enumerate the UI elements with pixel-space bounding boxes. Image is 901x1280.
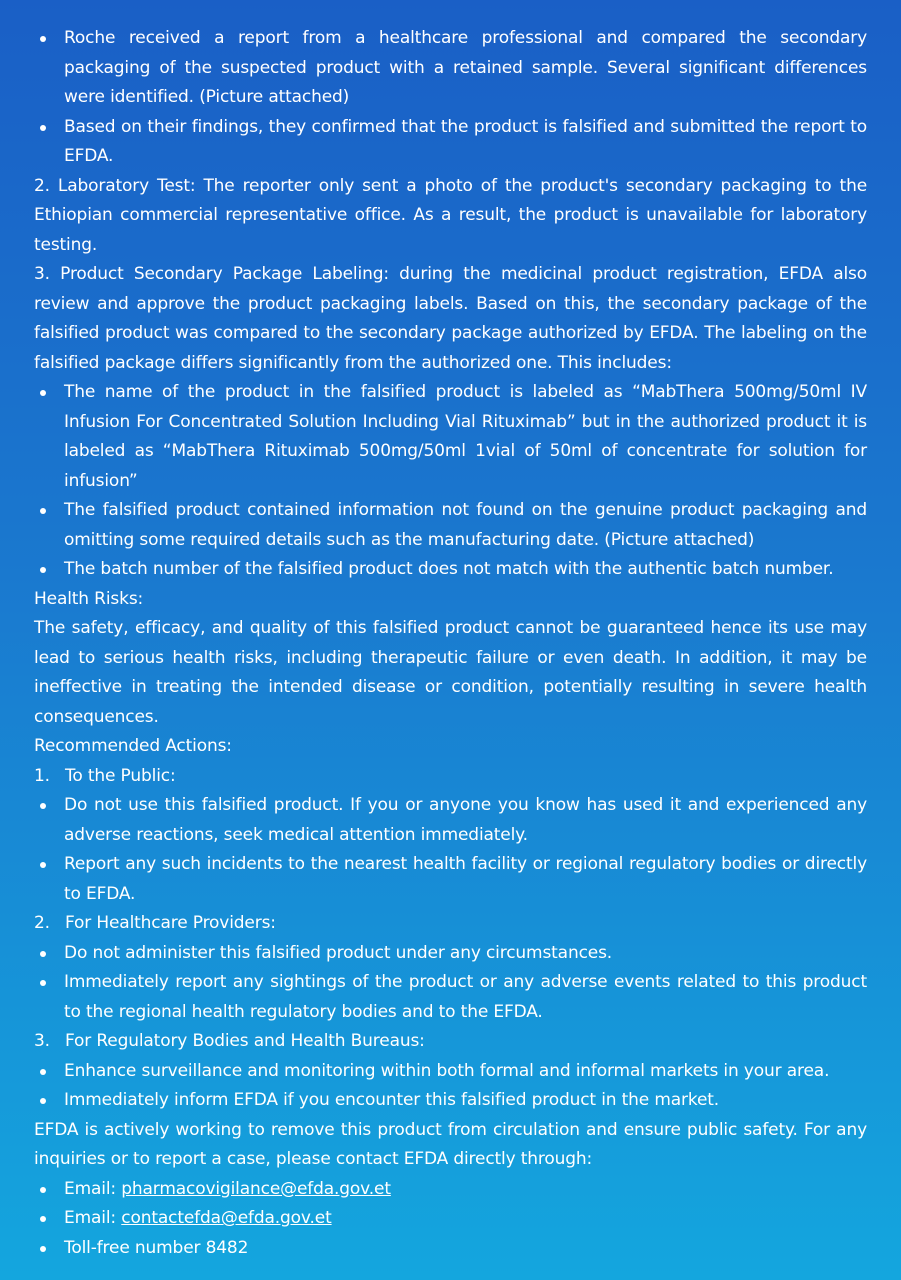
contact-email-item [34, 1175, 867, 1205]
closing-paragraph: EFDA is actively working to remove this product from circulation and ensure public safety. For any inquiries or to report a case, please contact EFDA directly through: [34, 1119, 867, 1169]
action-regulators-list [34, 1057, 867, 1116]
toll-free-item: Toll-free number 8482 [34, 1234, 867, 1264]
action-number: 3. [34, 1031, 50, 1051]
action-providers-list [34, 939, 867, 1028]
action-title: For Healthcare Providers: [65, 913, 276, 933]
email-label: Email: [64, 1178, 116, 1199]
list-item: Report any such incidents to the nearest health facility or regional regulatory bodies or directly to EFDA. [34, 850, 867, 909]
action-title: To the Public: [65, 765, 176, 786]
labeling-differences-list [34, 378, 867, 585]
list-item: Immediately inform EFDA if you encounter this falsified product in the market. [34, 1086, 867, 1116]
health-risks-heading: Health Risks: [34, 588, 144, 609]
laboratory-test-paragraph: 2. Laboratory Test: The reporter only sent a photo of the product's secondary packaging to the Ethiopian commercial representative office. As a result, the product is unavailable for laboratory testing. [34, 175, 867, 255]
action-providers-heading [34, 909, 867, 939]
action-number: 1. [34, 765, 50, 786]
action-number: 2. [34, 913, 50, 933]
list-item: Immediately report any sightings of the product or any adverse events related to this product to the regional health regulatory bodies and to the EFDA. [34, 968, 867, 1027]
action-title: For Regulatory Bodies and Health Bureaus: [65, 1031, 425, 1051]
health-risks-paragraph: The safety, efficacy, and quality of this falsified product cannot be guaranteed hence its use may lead to serious health risks, including therapeutic failure or even death. In addition, it may be ineffective in treating the intended disease or condition, potentially resulting in severe health consequences. [34, 618, 867, 727]
roche-findings-list [34, 24, 867, 172]
recommended-actions-heading: Recommended Actions: [34, 736, 232, 756]
list-item: The falsified product contained information not found on the genuine product packaging and omitting some required details such as the manufacturing date. (Picture attached) [34, 496, 867, 555]
list-item: Enhance surveillance and monitoring within both formal and informal markets in your area. [34, 1057, 867, 1087]
list-item: The batch number of the falsified product does not match with the authentic batch number. [34, 555, 867, 585]
action-regulators-heading [34, 1027, 867, 1057]
action-public-heading [34, 762, 867, 792]
email-label: Email: [64, 1208, 116, 1228]
list-item: Do not administer this falsified product under any circumstances. [34, 939, 867, 969]
list-item: The name of the product in the falsified product is labeled as “MabThera 500mg/50ml IV Infusion For Concentrated Solution Including Vial Rituximab” but in the authorized product it is labeled as “MabThera Rituximab 500mg/50ml 1vial of 50ml of concentrate for solution for infusion” [34, 378, 867, 496]
labeling-intro-paragraph: 3. Product Secondary Package Labeling: during the medicinal product registration, EFDA also review and approve the product packaging labels. Based on this, the secondary package of the falsified product was compared to the secondary package authorized by EFDA. The labeling on the falsified package differs significantly from the authorized one. This includes: [34, 264, 867, 373]
pharmacovigilance-email-link[interactable]: pharmacovigilance@efda.gov.et [121, 1178, 391, 1199]
contact-email-link[interactable]: contactefda@efda.gov.et [121, 1208, 332, 1228]
list-item: Roche received a report from a healthcare professional and compared the secondary packaging of the suspected product with a retained sample. Several significant differences were identified. (Picture attached) [34, 24, 867, 113]
action-public-list [34, 791, 867, 909]
contact-list [34, 1175, 867, 1264]
contact-email-item [34, 1204, 867, 1234]
list-item: Do not use this falsified product. If you or anyone you know has used it and experienced any adverse reactions, seek medical attention immediately. [34, 791, 867, 850]
list-item: Based on their findings, they confirmed that the product is falsified and submitted the report to EFDA. [34, 113, 867, 172]
